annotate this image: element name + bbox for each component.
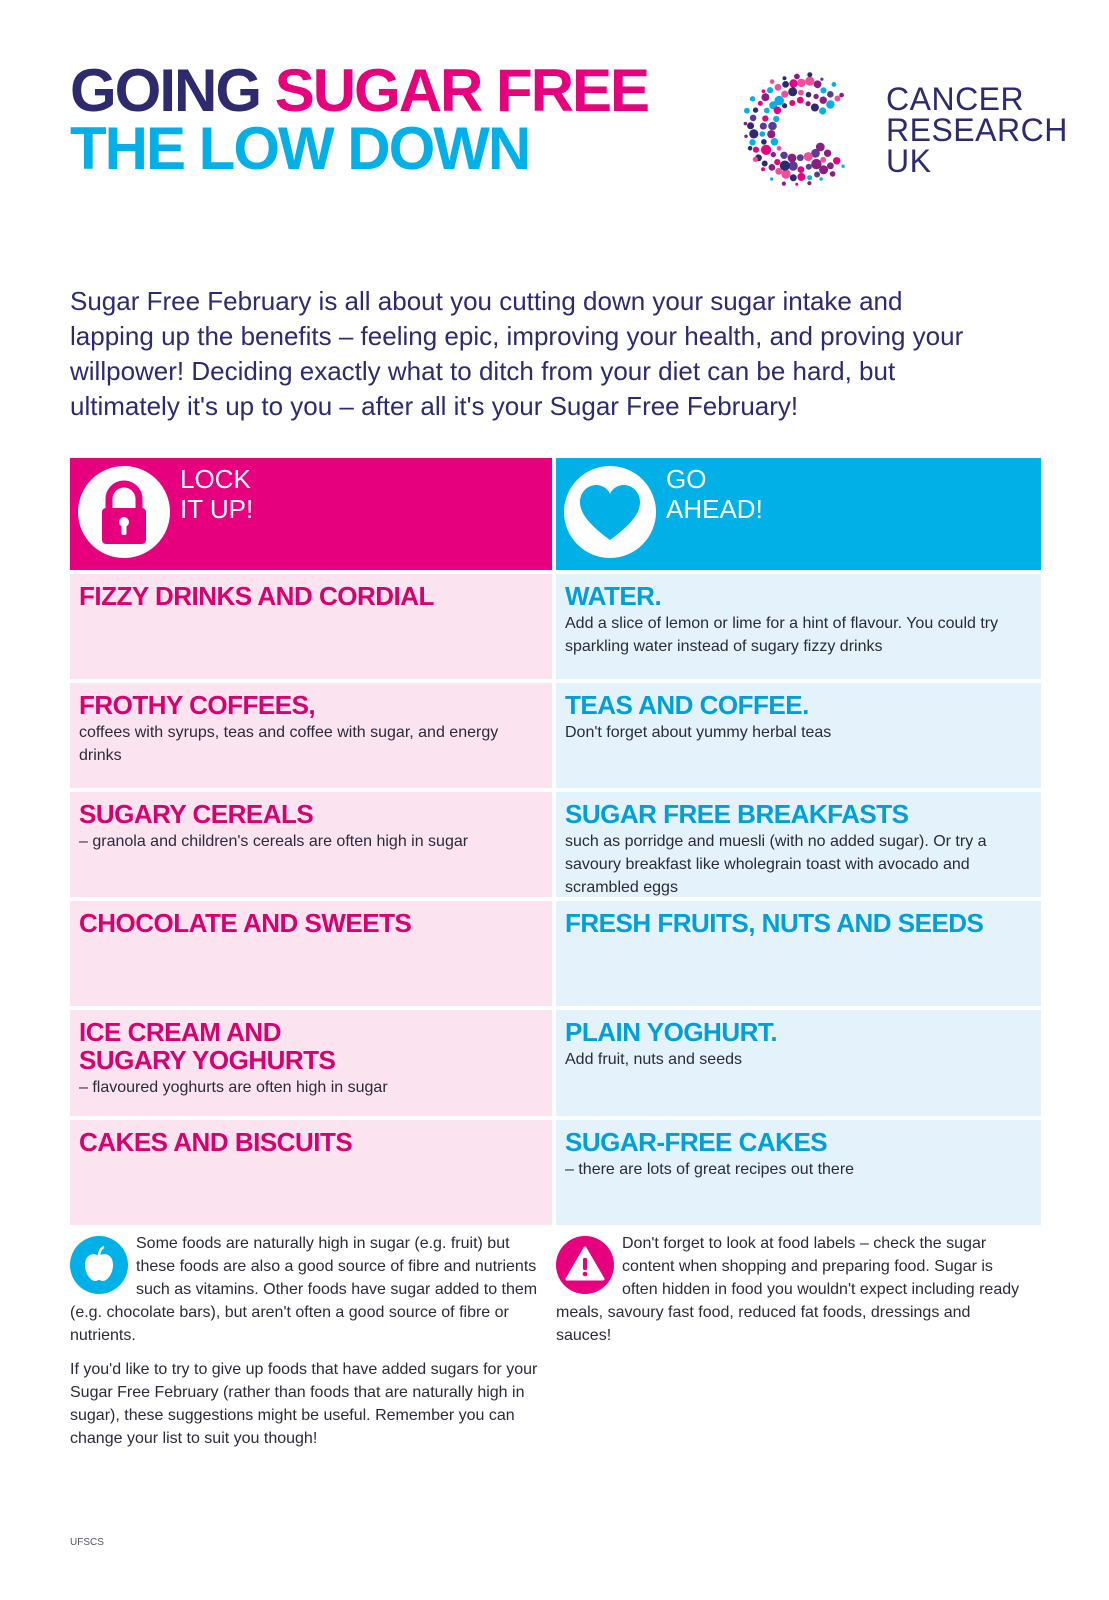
go-ahead-label <box>666 464 763 524</box>
logo-dot <box>760 131 766 137</box>
logo-dot <box>749 139 755 145</box>
logo-dot <box>814 172 820 178</box>
go-label-line2: AHEAD! <box>666 494 763 524</box>
logo-text-cancer: CANCER <box>886 81 1025 117</box>
logo-dot <box>762 115 768 121</box>
go-ahead-header <box>556 458 1041 570</box>
lock-cell-text: coffees with syrups, teas and coffee with sugar, and energy drinks <box>79 724 499 764</box>
logo-dot <box>789 79 797 87</box>
go-cell-title: SUGAR FREE BREAKFASTS <box>565 799 909 829</box>
natural-sugar-paragraph: Some foods are naturally high in sugar (e.g. fruit) but these foods are also a good source of fibre and nutrients such as vitamins. Other foods have sugar added to them (e.g. chocolate bars), but aren't often a good source of fibre or nutrients. <box>70 1235 538 1344</box>
logo-dot <box>839 93 844 98</box>
go-label-line1: GO <box>666 464 707 494</box>
logo-dot <box>770 79 775 84</box>
logo-dot <box>833 157 840 164</box>
document-code: UFSCS <box>70 1537 104 1548</box>
logo-dot <box>804 152 813 161</box>
page-title <box>70 57 649 182</box>
warning-icon <box>556 1236 614 1294</box>
logo-dot <box>782 103 787 108</box>
logo-dot <box>758 101 763 106</box>
go-cell <box>556 574 1041 679</box>
food-label-note <box>556 1232 1026 1347</box>
lock-cell-title: CHOCOLATE AND SWEETS <box>79 908 412 938</box>
lock-label-line2: IT UP! <box>180 494 254 524</box>
added-sugar-paragraph: If you'd like to try to give up foods that have added sugars for your Sugar Free February (rather than foods that are naturally high in sugar), these suggestions might be useful. Remember you can change your list to suit you though! <box>70 1361 538 1447</box>
table-row <box>70 574 1041 679</box>
lock-cell-text: – flavoured yoghurts are often high in sugar <box>79 1079 388 1096</box>
cancer-research-uk-logo <box>740 72 1068 192</box>
logo-dot <box>820 97 827 104</box>
lock-cell-title-line2: SUGARY YOGHURTS <box>79 1045 336 1075</box>
lock-cell-title: FIZZY DRINKS AND CORDIAL <box>79 581 434 611</box>
go-cell-title: PLAIN YOGHURT. <box>565 1017 778 1047</box>
go-cell-text: Add a slice of lemon or lime for a hint of flavour. You could try sparkling water instead of sugary fizzy drinks <box>565 615 999 655</box>
go-cell-title: FRESH FRUITS, NUTS AND SEEDS <box>565 908 984 938</box>
logo-dot <box>805 77 814 86</box>
logo-dot <box>811 159 821 169</box>
lock-cell <box>70 1120 552 1225</box>
logo-dot <box>762 161 768 167</box>
logo-dot <box>841 165 844 168</box>
logo-dot <box>749 129 758 138</box>
logo-dot <box>794 74 800 80</box>
logo-dot <box>782 182 786 186</box>
logo-dot <box>760 123 767 130</box>
lock-cell-title: FROTHY COFFEES, <box>79 690 316 720</box>
lock-cell <box>70 792 552 897</box>
go-cell <box>556 792 1041 897</box>
lock-cell <box>70 1010 552 1116</box>
lock-cell <box>70 574 552 679</box>
go-cell-title: SUGAR-FREE CAKES <box>565 1127 828 1157</box>
go-cell <box>556 1010 1041 1116</box>
logo-dot <box>788 154 797 163</box>
food-swap-table <box>70 458 1041 1225</box>
go-cell-text: Add fruit, nuts and seeds <box>565 1051 742 1068</box>
title-sugar-free: SUGAR FREE <box>274 57 649 124</box>
logo-dot <box>827 162 834 169</box>
logo-dot <box>827 91 834 98</box>
logo-dot <box>744 135 748 139</box>
table-row <box>70 1120 1041 1225</box>
go-cell-text: – there are lots of great recipes out there <box>565 1161 855 1178</box>
logo-dot <box>744 108 750 114</box>
apple-icon <box>70 1236 128 1294</box>
logo-dot <box>807 175 812 180</box>
go-cell <box>556 901 1041 1006</box>
lock-cell-title-line1: ICE CREAM AND <box>79 1017 281 1047</box>
logo-dot <box>769 164 776 171</box>
natural-sugar-note <box>70 1232 545 1450</box>
logo-dot <box>761 145 771 155</box>
logo-dot <box>789 100 795 106</box>
title-low-down: THE LOW DOWN <box>70 115 530 182</box>
logo-dot <box>768 122 777 131</box>
logo-dot <box>820 78 823 81</box>
logo-dot <box>819 107 826 114</box>
logo-dot <box>780 161 790 171</box>
logo-dot <box>835 96 841 102</box>
go-cell-title: WATER. <box>565 581 662 611</box>
logo-dot <box>807 181 811 185</box>
logo-dot <box>750 115 757 122</box>
logo-text-research: RESEARCH <box>886 112 1068 148</box>
logo-dot <box>750 96 755 101</box>
heart-icon <box>564 466 656 558</box>
logo-dot <box>830 171 836 177</box>
logo-dot <box>781 169 790 178</box>
heart-icon-circle <box>564 466 656 558</box>
table-row <box>70 1010 1041 1116</box>
logo-dot <box>824 150 831 157</box>
logo-dot <box>775 84 782 91</box>
intro-paragraph: Sugar Free February is all about you cutting down your sugar intake and lapping up the benefits – feeling epic, improving your health, and proving your willpower! Deciding exactly what to ditch from your diet can be hard, but ultimately it's up to you – after all it's your Sugar Free February! <box>70 286 964 421</box>
go-cell <box>556 683 1041 788</box>
title-going: GOING <box>70 57 275 124</box>
logo-dot <box>798 90 804 96</box>
table-row <box>70 792 1041 897</box>
logo-dot <box>807 72 812 77</box>
logo-dot <box>783 76 787 80</box>
logo-dot <box>795 183 798 186</box>
logo-dot <box>806 92 812 98</box>
logo-dot <box>767 87 773 93</box>
food-label-paragraph: Don't forget to look at food labels – check the sugar content when shopping and preparing food. Sugar is often hidden in food you wouldn't expect including ready meals, savoury fast food, reduced fat foods, dressings and sauces! <box>556 1235 1020 1344</box>
lock-icon <box>78 466 170 558</box>
logo-dot <box>774 107 782 115</box>
lock-icon-circle <box>78 466 170 558</box>
logo-dot <box>811 104 819 112</box>
go-cell <box>556 1120 1041 1225</box>
logo-dot <box>832 82 837 87</box>
logo-dot <box>771 152 776 157</box>
lock-cell-text: – granola and children's cereals are often high in sugar <box>79 833 469 850</box>
lock-it-up-header <box>70 458 552 570</box>
logo-dot <box>753 147 759 153</box>
logo-dot <box>819 177 822 180</box>
go-cell-title: TEAS AND COFFEE. <box>565 690 809 720</box>
logo-dot <box>797 79 805 87</box>
logo-dot <box>771 138 779 146</box>
logo-text <box>886 81 1068 179</box>
logo-dot <box>814 80 822 88</box>
logo-dot <box>797 97 804 104</box>
logo-dot <box>806 164 812 170</box>
logo-dot <box>797 154 804 161</box>
lock-cell-title: CAKES AND BISCUITS <box>79 1127 353 1157</box>
logo-dot <box>762 89 766 93</box>
logo-dot <box>798 166 805 173</box>
lock-cell-title: SUGARY CEREALS <box>79 799 314 829</box>
logo-dot <box>777 146 782 151</box>
go-cell-text: such as porridge and muesli (with no added sugar). Or try a savoury breakfast like wholegrain toast with avocado and scrambled eggs <box>565 833 987 896</box>
logo-dot <box>747 122 754 129</box>
logo-dot <box>764 108 770 114</box>
logo-dot <box>744 122 748 126</box>
logo-dot <box>820 87 826 93</box>
logo-dot <box>753 157 758 162</box>
logo-text-uk: UK <box>886 143 932 179</box>
logo-dot <box>782 81 789 88</box>
logo-dot <box>826 100 834 108</box>
logo-dot <box>761 139 767 145</box>
logo-dot <box>780 152 787 159</box>
logo-dot <box>806 101 811 106</box>
lock-label-line1: LOCK <box>180 464 251 494</box>
logo-dot <box>761 167 765 171</box>
logo-dot <box>813 94 818 99</box>
table-row <box>70 683 1041 788</box>
lock-it-up-label <box>180 464 253 524</box>
logo-dot <box>761 93 769 101</box>
lock-cell <box>70 901 552 1006</box>
logo-dot <box>770 177 773 180</box>
logo-dot <box>774 96 784 106</box>
logo-dot <box>797 173 805 181</box>
logo-dot <box>788 87 797 96</box>
logo-dot <box>753 107 758 112</box>
logo-dot <box>820 157 826 163</box>
logo-dot <box>774 159 780 165</box>
logo-c-dots-icon <box>740 72 870 192</box>
logo-dot <box>773 116 779 122</box>
table-header-row <box>70 458 1041 570</box>
lock-cell <box>70 683 552 788</box>
logo-dot <box>781 91 788 98</box>
table-row <box>70 901 1041 1006</box>
logo-dot <box>790 174 797 181</box>
go-cell-text: Don't forget about yummy herbal teas <box>565 724 832 741</box>
logo-dot <box>748 146 753 151</box>
logo-dot <box>767 130 775 138</box>
